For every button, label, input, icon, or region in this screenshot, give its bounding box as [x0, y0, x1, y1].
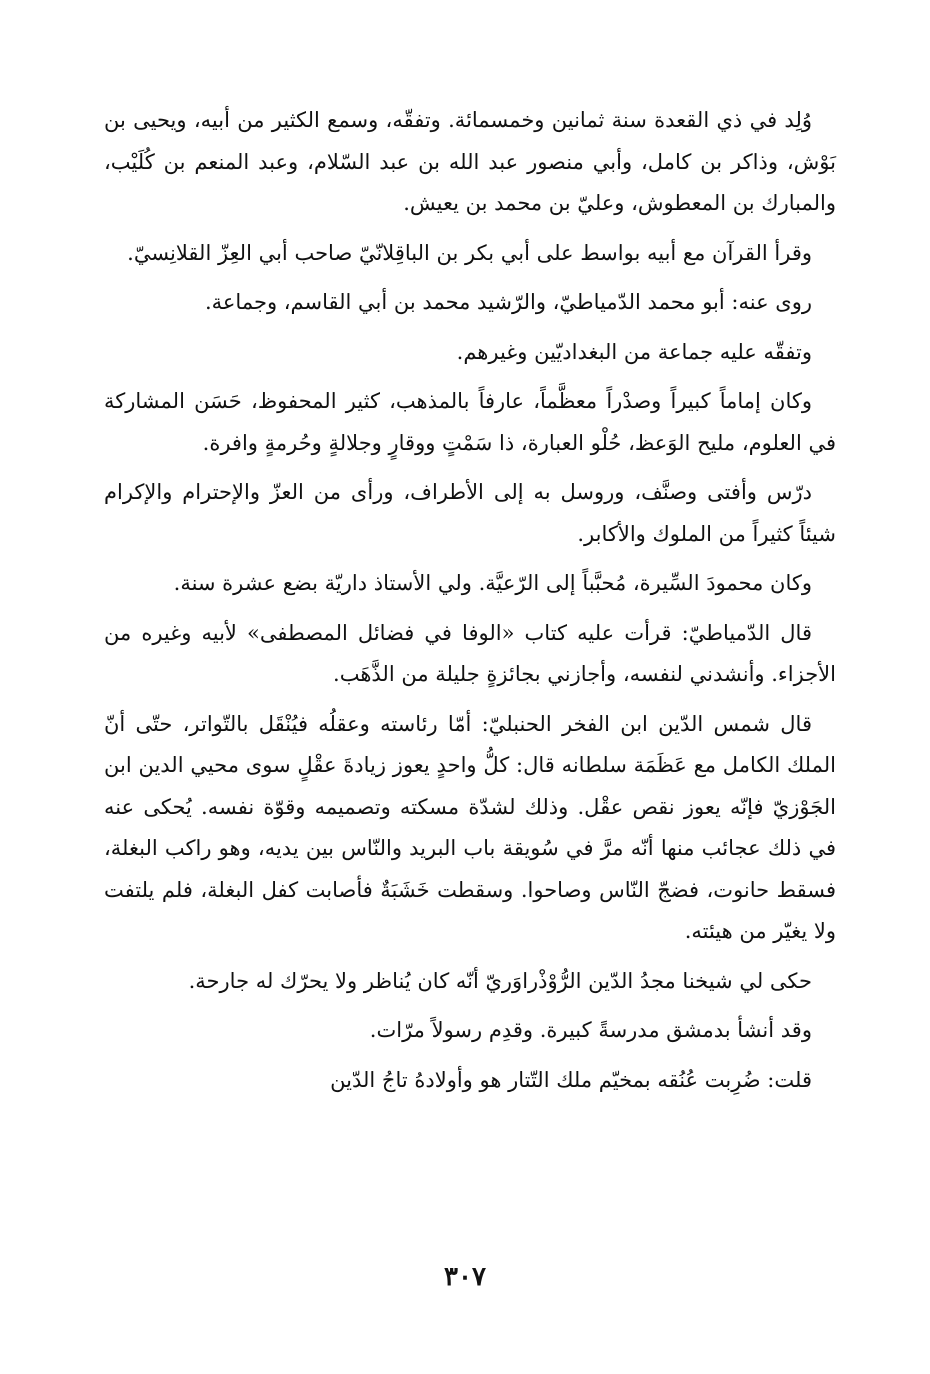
paragraph-ibn-al-fakhr-quote: قال شمس الدّين ابن الفخر الحنبليّ: أمّا رئاسته وعقلُه فيُنْقَل بالتّواتر، حتّى أنّ الملك الكامل مع عَظَمَة سلطانه قال: كلُّ واحدٍ يعوز زيادةَ عقْلٍ سوى محيي الدين ابن الجَوْزيّ فإنّه يعوز نقص عقْل. وذلك لشدّة مسكته وتصميمه وقوّة نفسه. يُحكى عنه في ذلك عجائب منها أنّه مرَّ في سُويقة باب البريد والنّاس بين يديه، وهو راكب البغلة، فسقط حانوت، فضجّ النّاس وصاحوا. وسقطت خَشَبَةٌ فأصابت كفل البغلة، فلم يلتفت ولا يغيّر من هيئته. [104, 711, 836, 943]
paragraph-majd-al-din-quote: حكى لي شيخنا مجدُ الدّين الرُّوْذْراوَريّ أنّه كان يُناظر ولا يحرّك له جارحة. [188, 968, 812, 993]
paragraph-teaching: درّس وأفتى وصنَّف، وروسل به إلى الأطراف، ورأى من العزّ والإحترام والإكرام شيئاً كثيراً من الملوك والأكابر. [104, 480, 836, 546]
page-number: ٣٠٧ [444, 1262, 486, 1292]
paragraph-conduct: وكان محمودَ السِّيرة، مُحبَّباً إلى الرّعيَّة. ولي الأستاذ داريّة بضع عشرة سنة. [173, 571, 812, 595]
paragraph-character: وكان إماماً كبيراً وصدْراً معظَّماً، عارفاً بالمذهب، كثير المحفوظ، حَسَن المشاركة في العلوم، مليح الوَعظ، حُلْو العبارة، ذا سَمْتٍ ووقارٍ وجلالةٍ وحُرمةٍ وافرة. [104, 389, 836, 455]
paragraph-students: وتفقّه عليه جماعة من البغداديّين وغيرهم. [456, 339, 812, 364]
paragraph-death: قلت: ضُرِبت عُنُقه بمخيّم ملك التّتار هو وأولادهُ تاجُ الدّين [330, 1067, 812, 1092]
paragraph-narrators: روى عنه: أبو محمد الدّمياطيّ، والرّشيد محمد بن أبي القاسم، وجماعة. [204, 290, 812, 314]
paragraph-birth-and-hearing: وُلِد في ذي القعدة سنة ثمانين وخمسمائة. وتفقّه، وسمع الكثير من أبيه، ويحيى بن بَوْش، وذاكر بن كامل، وأبي منصور عبد الله بن عبد السّلام، وعبد المنعم بن كُلَيْب، والمبارك بن المعطوش، وعليّ بن محمد بن يعيش. [104, 108, 836, 215]
paragraph-quran-reading: وقرأ القرآن مع أبيه بواسط على أبي بكر بن الباقِلانّيّ صاحب أبي العِزّ القلانِسيّ. [127, 240, 812, 265]
paragraph-madrasa: وقد أنشأ بدمشق مدرسةً كبيرة. وقدِم رسولاً مرّات. [369, 1018, 812, 1042]
page-body [104, 100, 836, 1109]
paragraph-dimyati-quote: قال الدّمياطيّ: قرأت عليه كتاب «الوفا في فضائل المصطفى» لأبيه وغيره من الأجزاء. وأنشدني لنفسه، وأجازني بجائزةٍ جليلة من الذَّهَب. [104, 620, 836, 686]
